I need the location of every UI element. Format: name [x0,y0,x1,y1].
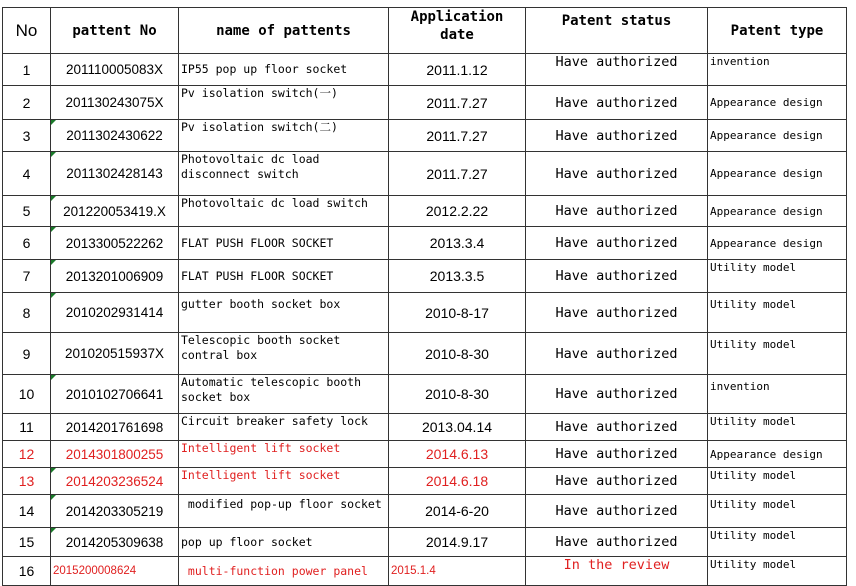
table-row [3,293,847,333]
row-patent-no [51,120,179,152]
table-row [3,441,847,468]
patent-table-sheet [2,7,847,586]
row-patent-no [51,196,179,227]
row-status: Have authorized [526,468,708,495]
row-no: 3 [3,120,51,152]
row-no: 15 [3,528,51,557]
table-row [3,375,847,414]
row-patent-no: 2014201761698 [51,414,179,441]
row-type: Utility model [708,333,847,375]
row-type: Utility model [708,260,847,293]
row-patent-no: 201110005083X [51,54,179,86]
row-patent-no-text: 2011302428143 [66,166,163,181]
row-type: Appearance design [708,120,847,152]
row-name: Pv isolation switch(一) [179,86,389,120]
table-row [3,86,847,120]
row-status: Have authorized [526,120,708,152]
row-patent-no: 2015200008624 [51,557,179,586]
row-name: IP55 pop up floor socket [179,54,389,86]
row-patent-no-text: 2010202931414 [65,305,164,320]
comment-marker-icon [51,120,56,125]
row-name: Pv isolation switch(二) [179,120,389,152]
row-status: Have authorized [526,441,708,468]
row-patent-no [51,495,179,528]
row-no: 9 [3,333,51,375]
row-name: Intelligent lift socket [179,468,389,495]
table-row [3,333,847,375]
table-row [3,196,847,227]
table-row [3,528,847,557]
header-no: No [3,8,51,54]
row-status: Have authorized [526,414,708,441]
row-type: Utility model [708,468,847,495]
row-status: Have authorized [526,54,708,86]
row-type: Utility model [708,414,847,441]
table-row [3,414,847,441]
row-no: 5 [3,196,51,227]
header-name: name of pattents [179,8,389,54]
row-patent-no [51,528,179,557]
row-name: Photovoltaic dc load disconnect switch [179,152,389,196]
table-row [3,152,847,196]
row-date: 2014-6-20 [389,495,526,528]
row-type: Appearance design [708,152,847,196]
row-date: 2014.6.18 [389,468,526,495]
header-patent-status: Patent status [526,8,708,54]
row-status: Have authorized [526,333,708,375]
row-date: 2013.04.14 [389,414,526,441]
row-date: 2013.3.5 [389,260,526,293]
comment-marker-icon [51,528,56,533]
row-patent-no [51,293,179,333]
row-no: 2 [3,86,51,120]
row-patent-no: 201130243075X [51,86,179,120]
row-patent-no [51,260,179,293]
row-patent-no-text: 2013300522262 [65,235,164,251]
table-row [3,260,847,293]
row-date: 2011.7.27 [389,86,526,120]
row-no: 4 [3,152,51,196]
row-patent-no [51,468,179,495]
row-date: 2013.3.4 [389,227,526,260]
row-date: 2011.7.27 [389,152,526,196]
row-name: gutter booth socket box [179,293,389,333]
row-name: Photovoltaic dc load switch [179,196,389,227]
row-status: Have authorized [526,227,708,260]
row-no: 8 [3,293,51,333]
row-no: 1 [3,54,51,86]
row-no: 10 [3,375,51,414]
table-row [3,120,847,152]
row-patent-no [51,152,179,196]
row-date: 2010-8-30 [389,375,526,414]
row-date: 2010-8-30 [389,333,526,375]
row-patent-no-text: 201220053419.X [63,203,166,219]
row-name: Telescopic booth socket contral box [179,333,389,375]
row-no: 6 [3,227,51,260]
comment-marker-icon [51,227,56,232]
row-status: Have authorized [526,528,708,557]
row-no: 16 [3,557,51,586]
row-name: FLAT PUSH FLOOR SOCKET [179,227,389,260]
comment-marker-icon [51,260,56,265]
row-no: 11 [3,414,51,441]
comment-marker-icon [51,495,56,500]
table-row [3,495,847,528]
row-patent-no-text: 2010102706641 [65,386,164,402]
row-name: multi-function power panel [179,557,389,586]
row-date: 2011.1.12 [389,54,526,86]
comment-marker-icon [51,468,56,473]
row-type: Utility model [708,495,847,528]
row-type: invention [708,375,847,414]
row-no: 13 [3,468,51,495]
row-type: Appearance design [708,441,847,468]
row-name: Circuit breaker safety lock [179,414,389,441]
row-type: Utility model [708,528,847,557]
row-status: Have authorized [526,375,708,414]
comment-marker-icon [51,375,56,380]
comment-marker-icon [51,152,56,157]
table-row [3,54,847,86]
row-type: invention [708,54,847,86]
row-patent-no-text: 2014203305219 [65,503,164,519]
row-name: Automatic telescopic booth socket box [179,375,389,414]
row-patent-no-text: 2014205309638 [65,534,164,550]
header-patent-type: Patent type [708,8,847,54]
row-patent-no [51,227,179,260]
row-name: modified pop-up floor socket [179,495,389,528]
row-status: Have authorized [526,196,708,227]
row-type: Appearance design [708,227,847,260]
row-date: 2015.1.4 [389,557,526,586]
row-patent-no-text: 2014203236524 [65,473,164,489]
row-status: Have authorized [526,152,708,196]
row-no: 7 [3,260,51,293]
row-patent-no-text: 2013201006909 [65,268,164,284]
row-name: Intelligent lift socket [179,441,389,468]
row-patent-no: 2014301800255 [51,441,179,468]
row-no: 12 [3,441,51,468]
header-row [3,8,847,54]
comment-marker-icon [51,293,56,298]
row-date: 2012.2.22 [389,196,526,227]
row-status: Have authorized [526,260,708,293]
row-no: 14 [3,495,51,528]
row-status: Have authorized [526,86,708,120]
row-patent-no-text: 2011302430622 [66,128,163,143]
row-type: Appearance design [708,196,847,227]
table-row [3,468,847,495]
patent-table [2,7,847,586]
row-type: Appearance design [708,86,847,120]
header-application-date: Application date [389,8,526,54]
row-status: Have authorized [526,495,708,528]
row-patent-no: 201020515937X [51,333,179,375]
row-type: Utility model [708,293,847,333]
row-name: pop up floor socket [179,528,389,557]
row-patent-no [51,375,179,414]
comment-marker-icon [51,196,56,201]
row-status: In the review [526,557,708,586]
row-date: 2014.9.17 [389,528,526,557]
row-status: Have authorized [526,293,708,333]
row-date: 2014.6.13 [389,441,526,468]
table-row [3,557,847,586]
header-patent-no: pattent No [51,8,179,54]
table-row [3,227,847,260]
row-name: FLAT PUSH FLOOR SOCKET [179,260,389,293]
row-date: 2011.7.27 [389,120,526,152]
row-date: 2010-8-17 [389,293,526,333]
row-type: Utility model [708,557,847,586]
